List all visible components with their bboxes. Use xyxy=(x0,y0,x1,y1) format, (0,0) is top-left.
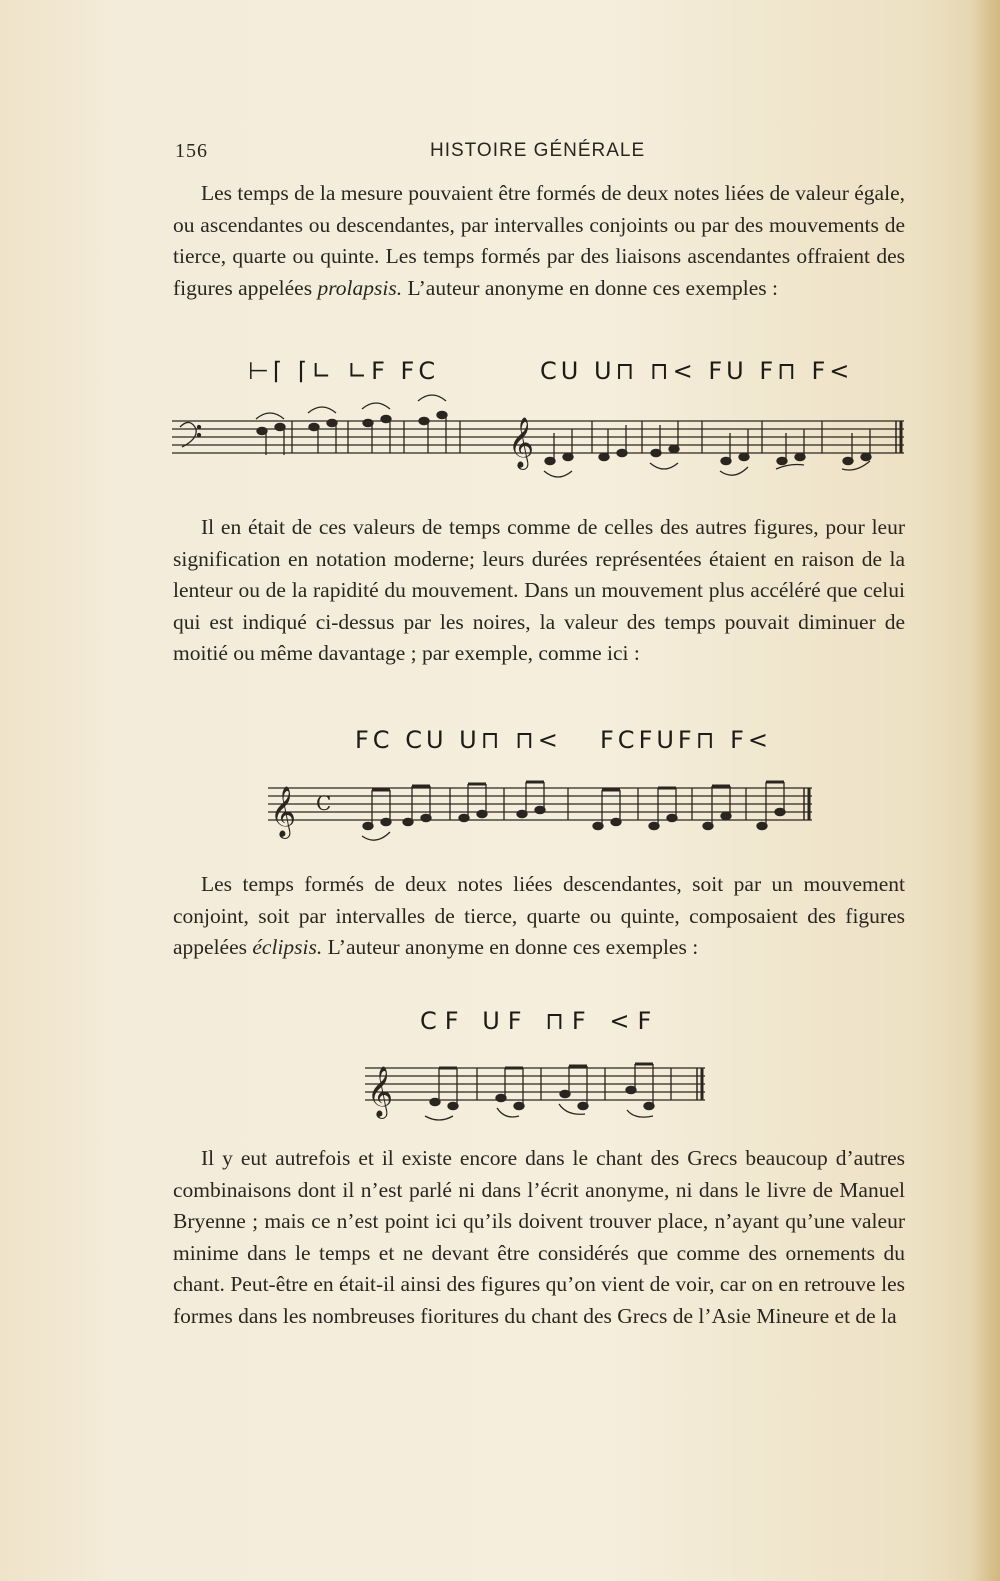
paragraph-text: L’auteur anonyme en donne ces exemples : xyxy=(322,935,699,959)
svg-text:𝄞: 𝄞 xyxy=(508,417,535,468)
svg-text:𝄞: 𝄞 xyxy=(270,786,297,837)
paragraph-text: Il en était de ces valeurs de temps comme de celles des autres figures, pour leur signification en notation moderne; leurs durées représentées étaient en raison de la lenteur ou de la rapidité du mouvement. Dans un mouvement plus accéléré que celui qui est indiqué ci-dessus par les noires, la valeur des temps pouvait diminuer de moitié ou même davantage ; par exemple, comme ici : xyxy=(173,515,905,665)
paragraph-prolapsis xyxy=(173,178,905,304)
music-staff-example-1 xyxy=(172,383,907,498)
paragraph-text: Les temps de la mesure pouvaient être formés de deux notes liées de valeur égale, ou ascendantes ou descendantes, par intervalles conjoints ou par des mouvements de tierce, quarte ou quinte. Les temps formés par des liaisons ascendantes offraient des figures appelées xyxy=(173,181,905,300)
page-edge-shadow xyxy=(970,0,1000,1581)
paragraph-other-combinations xyxy=(173,1143,905,1332)
term-prolapsis: prolapsis. xyxy=(317,275,403,300)
paragraph-text: Les temps formés de deux notes liées descendantes, soit par un mouvement conjoint, soit par intervalles de tierce, quarte ou quinte, composaient des figures appelées xyxy=(173,872,905,959)
neume-signs-example-1b: CU U⊓ ⊓< FU F⊓ F< xyxy=(540,357,854,385)
neume-signs-example-3: CF UF ⊓F <F xyxy=(420,1007,660,1035)
paragraph-eclipsis xyxy=(173,869,905,964)
neume-signs-example-2a: FC CU U⊓ ⊓< xyxy=(355,726,562,754)
music-staff-example-2 xyxy=(268,758,816,856)
paragraph-values xyxy=(173,512,905,670)
term-eclipsis: éclipsis. xyxy=(252,935,323,959)
neume-signs-example-1a: ⊢⌈ ⌈∟ ∟F FC xyxy=(248,357,440,385)
running-head: HISTOIRE GÉNÉRALE xyxy=(430,140,646,161)
neume-signs-example-2b: FCFUF⊓ F< xyxy=(600,726,773,754)
music-staff-example-3 xyxy=(365,1040,710,1130)
paragraph-text: Il y eut autrefois et il existe encore dans le chant des Grecs beaucoup d’autres combinaisons dont il n’est parlé ni dans l’écrit anonyme, ni dans le livre de Manuel Bryenne ; mais ce n’est point ici qu’ils doivent trouver place, n’ayant qu’une valeur minime dans le temps et ne devant être considérés que comme des ornements du chant. Peut-être en était-il ainsi des figures qu’on vient de voir, car on en retrouve les formes dans les nombreuses fioritures du chant des Grecs de l’Asie Mineure et de la xyxy=(173,1146,905,1328)
page-number: 156 xyxy=(175,140,208,162)
svg-text:𝄞: 𝄞 xyxy=(367,1066,394,1117)
page-header xyxy=(175,140,905,164)
svg-text:C: C xyxy=(316,791,332,815)
paragraph-text: L’auteur anonyme en donne ces exemples : xyxy=(402,275,779,300)
